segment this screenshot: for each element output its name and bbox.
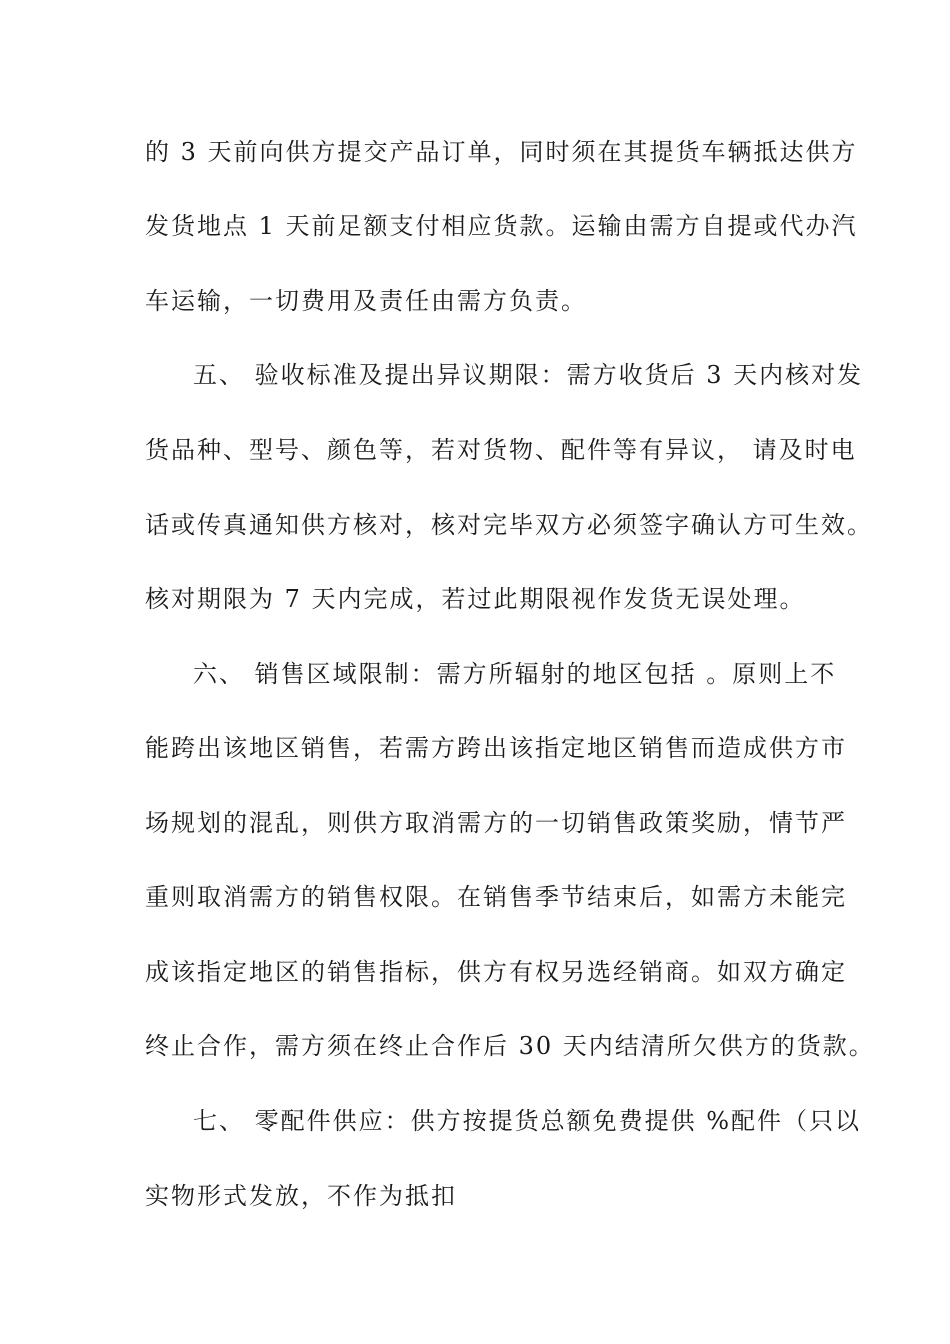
section-7-heading-line: 七、 零配件供应：供方按提货总额免费提供 %配件（只以 [193,1107,862,1135]
text-line: 发货地点 1 天前足额支付相应货款。运输由需方自提或代办汽 [145,212,858,240]
section-5-heading-line: 五、 验收标准及提出异议期限：需方收货后 3 天内核对发 [193,361,864,389]
text-line: 车运输，一切费用及责任由需方负责。 [145,287,587,315]
text-line: 货品种、型号、颜色等，若对货物、配件等有异议， 请及时电 [145,436,857,464]
text-line: 实物形式发放，不作为抵扣 [145,1182,457,1210]
text-line: 重则取消需方的销售权限。在销售季节结束后，如需方未能完 [145,883,847,911]
text-line: 核对期限为 7 天内完成，若过此期限视作发货无误处理。 [145,585,806,613]
section-6-heading-line: 六、 销售区域限制：需方所辐射的地区包括 。原则上不 [193,660,837,688]
text-line: 终止合作，需方须在终止合作后 30 天内结清所欠供方的货款。 [145,1032,875,1060]
text-line: 的 3 天前向供方提交产品订单，同时须在其提货车辆抵达供方 [145,138,858,166]
text-line: 场规划的混乱，则供方取消需方的一切销售政策奖励，情节严 [145,809,847,837]
text-line: 成该指定地区的销售指标，供方有权另选经销商。如双方确定 [145,958,847,986]
text-line: 能跨出该地区销售，若需方跨出该指定地区销售而造成供方市 [145,734,847,762]
text-line: 话或传真通知供方核对，核对完毕双方必须签字确认方可生效。 [145,511,873,539]
